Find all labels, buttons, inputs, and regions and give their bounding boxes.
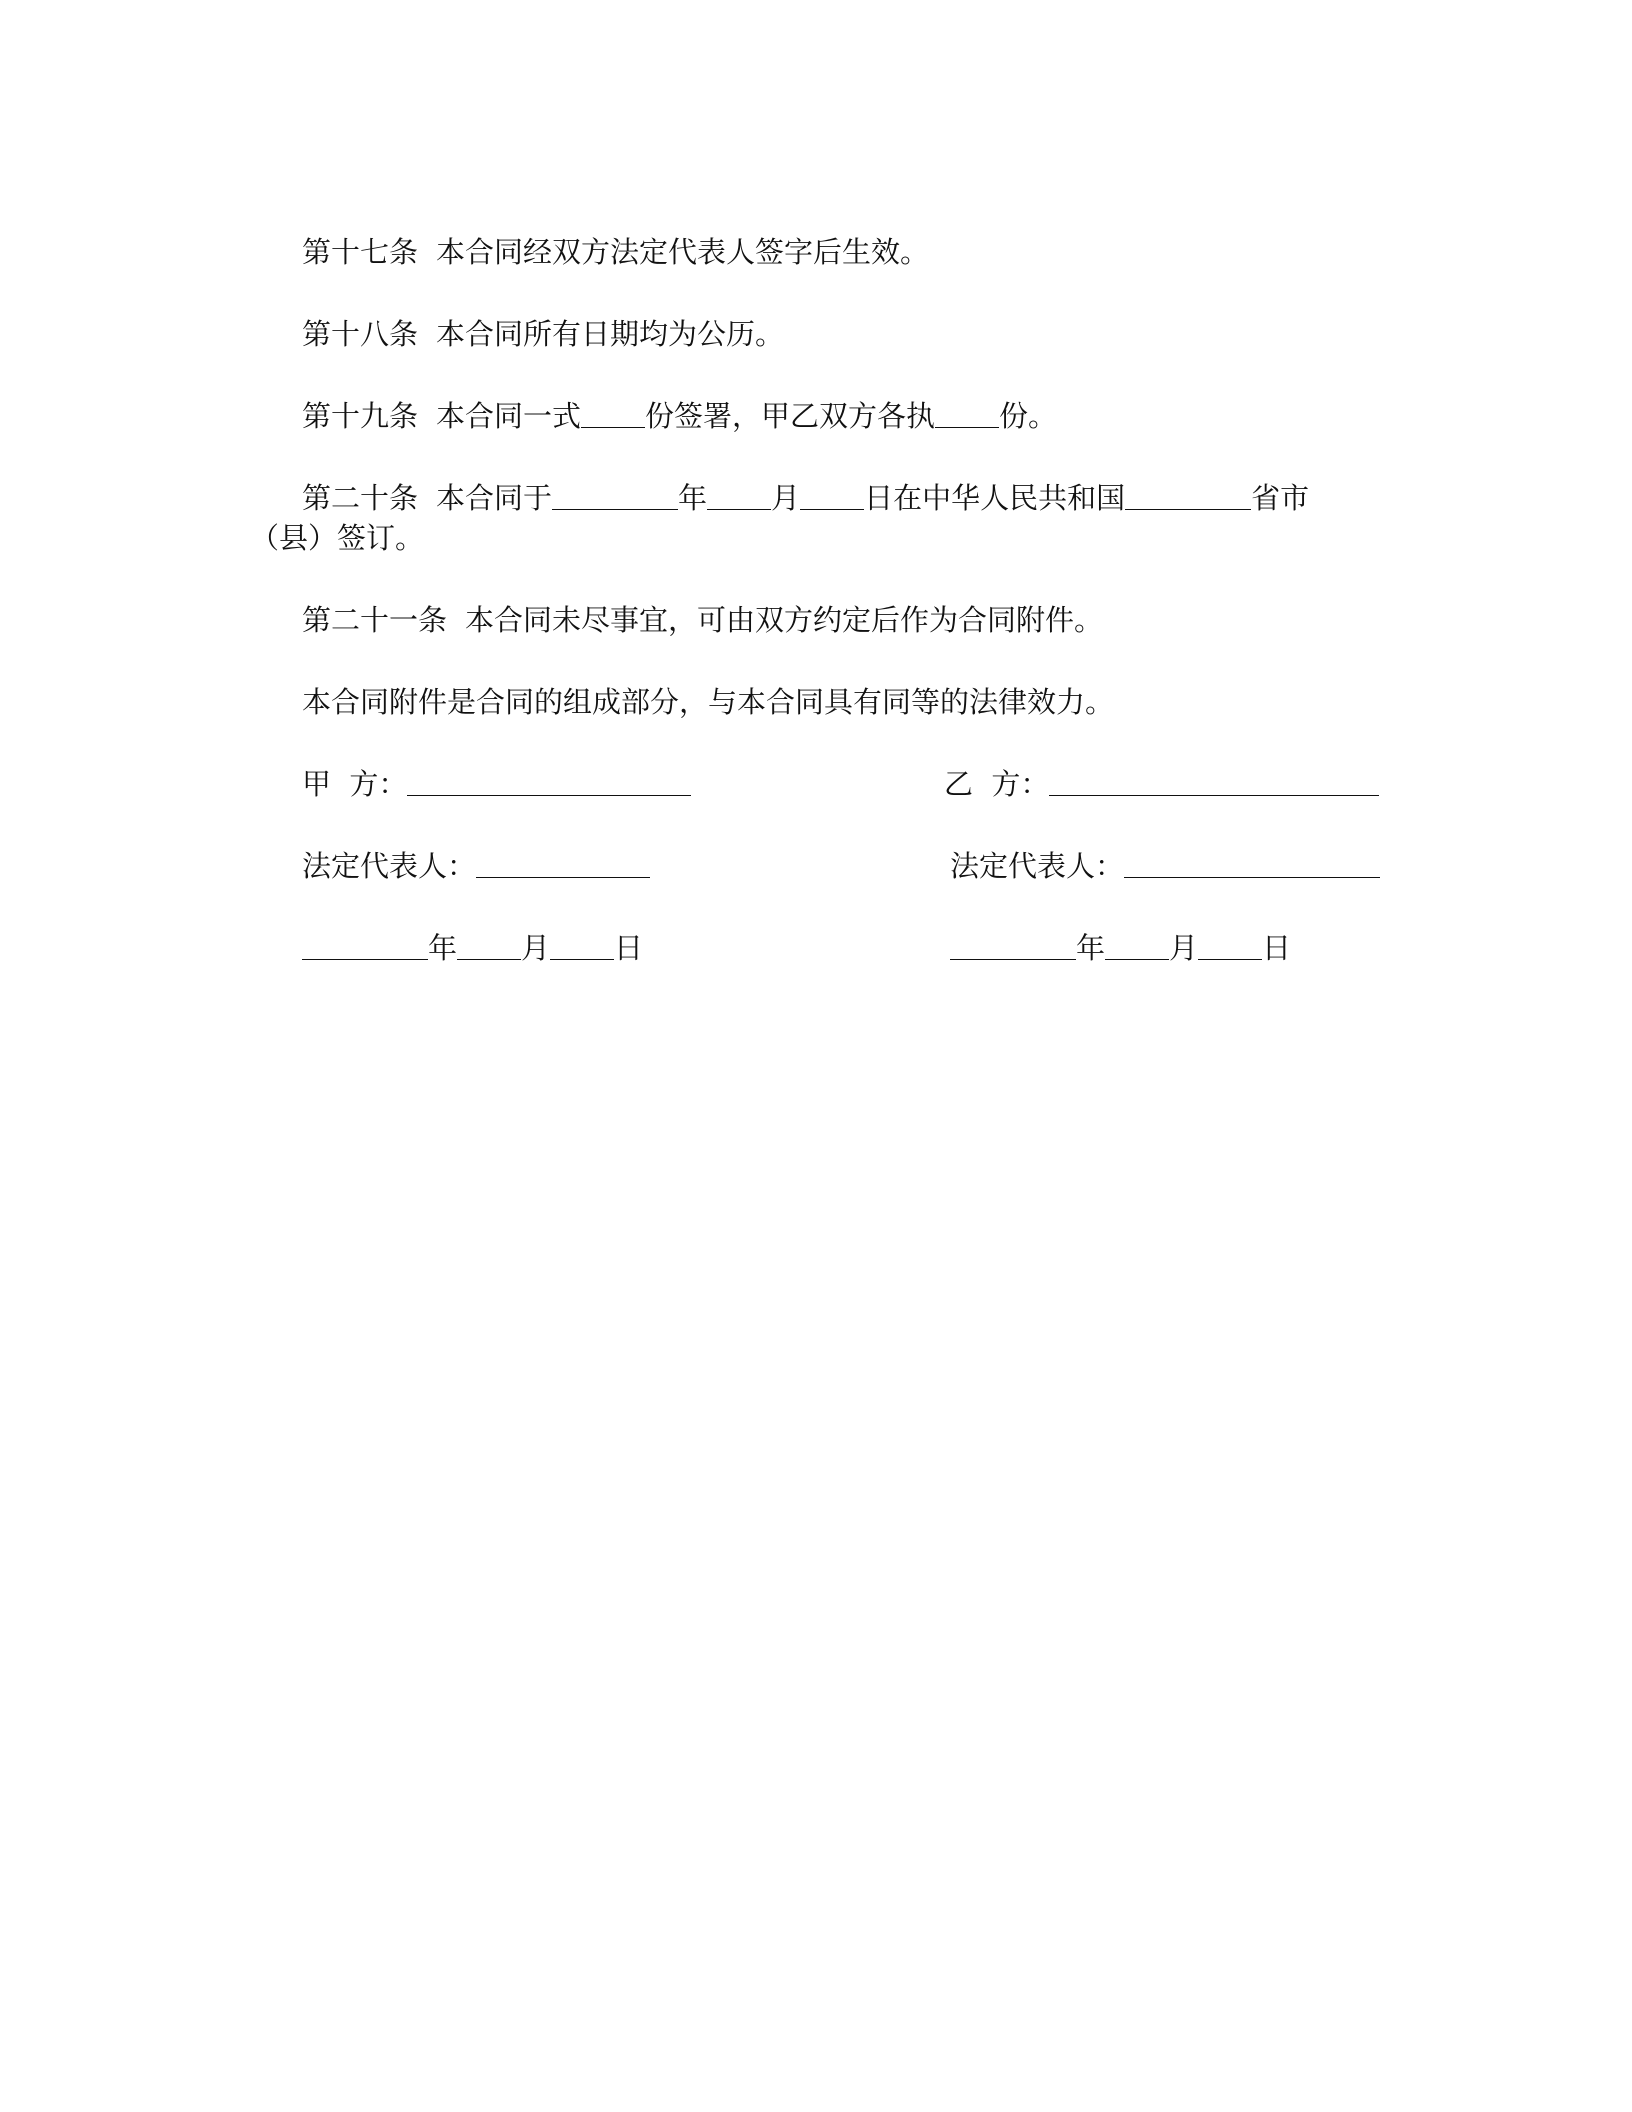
- date-a-day: 日: [614, 931, 644, 965]
- date-b-year: 年: [1076, 931, 1106, 965]
- article-20-continuation: [250, 518, 424, 558]
- rep-a-row: [302, 846, 650, 886]
- article-17: [302, 232, 929, 272]
- rep-b-row: [950, 846, 1380, 886]
- article-19-text-2: 份签署，甲乙双方各执: [645, 399, 936, 433]
- article-21-text: 本合同未尽事宜，可由双方约定后作为合同附件。: [465, 603, 1104, 637]
- article-18-label: 第十八条: [302, 317, 419, 351]
- sign-month-blank[interactable]: [707, 508, 771, 510]
- party-b-row: [944, 764, 1379, 804]
- annex-statement: [302, 682, 1114, 722]
- sign-day-blank[interactable]: [800, 508, 864, 510]
- date-a-day-blank[interactable]: [550, 958, 614, 960]
- article-20: [302, 478, 1309, 518]
- sign-province-blank[interactable]: [1125, 508, 1251, 510]
- article-20-text-1: 本合同于: [436, 481, 553, 515]
- article-17-label: 第十七条: [302, 235, 419, 269]
- article-17-text: 本合同经双方法定代表人签字后生效。: [436, 235, 930, 269]
- article-19-text-1: 本合同一式: [436, 399, 582, 433]
- copies-each-blank[interactable]: [935, 426, 999, 428]
- party-a-blank[interactable]: [407, 794, 691, 796]
- date-a-year-blank[interactable]: [302, 958, 428, 960]
- date-b-day-blank[interactable]: [1198, 958, 1262, 960]
- article-21: [302, 600, 1103, 640]
- article-20-continuation-text: （县）签订。: [250, 521, 425, 555]
- date-b-row: [950, 928, 1291, 968]
- article-19-label: 第十九条: [302, 399, 419, 433]
- article-20-text-3: 省市: [1251, 481, 1310, 515]
- sign-year-blank[interactable]: [552, 508, 678, 510]
- date-b-month-blank[interactable]: [1105, 958, 1169, 960]
- date-a-month-blank[interactable]: [457, 958, 521, 960]
- article-19-text-3: 份。: [999, 399, 1058, 433]
- date-a-month: 月: [521, 931, 551, 965]
- rep-b-blank[interactable]: [1124, 876, 1380, 878]
- article-20-text-2: 日在中华人民共和国: [864, 481, 1126, 515]
- party-b-label: 乙 方：: [944, 767, 1050, 801]
- article-18: [302, 314, 784, 354]
- date-b-month: 月: [1169, 931, 1199, 965]
- date-b-year-blank[interactable]: [950, 958, 1076, 960]
- party-b-blank[interactable]: [1049, 794, 1379, 796]
- article-18-text: 本合同所有日期均为公历。: [436, 317, 785, 351]
- copies-total-blank[interactable]: [581, 426, 645, 428]
- rep-b-label: 法定代表人：: [950, 849, 1125, 883]
- date-a-row: [302, 928, 643, 968]
- article-20-month: 月: [771, 481, 801, 515]
- article-20-year: 年: [678, 481, 708, 515]
- article-20-label: 第二十条: [302, 481, 419, 515]
- date-b-day: 日: [1262, 931, 1292, 965]
- party-a-row: [302, 764, 691, 804]
- date-a-year: 年: [428, 931, 458, 965]
- rep-a-blank[interactable]: [476, 876, 650, 878]
- annex-text: 本合同附件是合同的组成部分，与本合同具有同等的法律效力。: [302, 685, 1115, 719]
- article-21-label: 第二十一条: [302, 603, 448, 637]
- party-a-label: 甲 方：: [302, 767, 408, 801]
- rep-a-label: 法定代表人：: [302, 849, 477, 883]
- article-19: [302, 396, 1057, 436]
